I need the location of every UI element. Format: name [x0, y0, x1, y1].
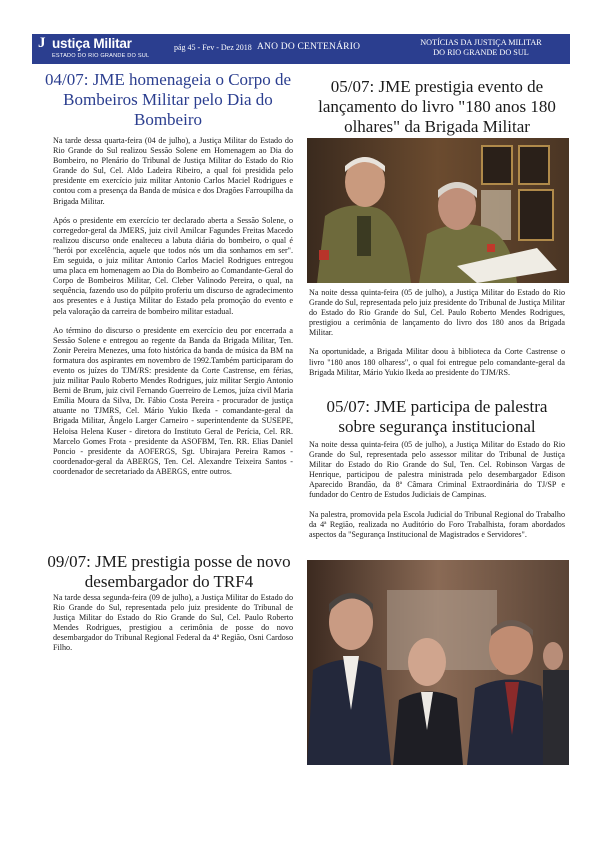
- photo-book-signing: [307, 138, 569, 283]
- publication-name-line1: NOTÍCIAS DA JUSTIÇA MILITAR: [420, 38, 542, 47]
- article-paragraph: Na noite dessa quinta-feira (05 de julho), a Justiça Militar do Estado do Rio Grande do Sul, representada pelo assessor militar do Tribunal de Justiça Militar do Estado do Rio Grande do Sul, Ten. Cel. Robinson Vargas de Henrique, participou de palestra ministrada pelo desembargador Edison Aparecido Brandão, da 8ª Câmara Criminal Extraordinária do TJ/SP e fundador do Centro de Estudos Judiciais de Campinas.: [309, 440, 565, 500]
- article-title-bombeiros: 04/07: JME homenageia o Corpo de Bombeiros Militar pelo Dia do Bombeiro: [45, 70, 291, 129]
- article-paragraph: Na oportunidade, a Brigada Militar doou à biblioteca da Corte Castrense o livro "180 anos 180 olharess", o qual foi entregue pelo comandante-geral da Brigada Militar, Mário Yukio Ikeda ao presidente do TJM/RS.: [309, 347, 565, 377]
- article-paragraph: Na noite dessa quinta-feira (05 de julho), a Justiça Militar do Estado do Rio Grande do Sul, representada pelo juiz presidente do Tribunal de Justiça Militar do Estado do Rio Grande do Sul, Cel. Paulo Roberto Mendes Rodrigues, prestigiou a cerimônia de lançamento do livro dos 180 anos da Brigada Militar.: [309, 288, 565, 338]
- logo-title: ustiça Militar: [52, 36, 132, 51]
- article-title-trf4: 09/07: JME prestigia posse de novo desembargador do TRF4: [47, 552, 291, 591]
- publication-name-line2: DO RIO GRANDE DO SUL: [433, 48, 529, 57]
- article-body-livro: [309, 288, 565, 387]
- article-body-seguranca: [309, 440, 565, 549]
- article-title-seguranca: 05/07: JME participa de palestra sobre segurança institucional: [326, 397, 548, 436]
- page-info: pág 45 - Fev - Dez 2018: [174, 43, 252, 52]
- logo-subtitle: ESTADO DO RIO GRANDE DO SUL: [52, 53, 150, 59]
- article-paragraph: Após o presidente em exercício ter declarado aberta a Sessão Solene, o corregedor-geral da JMERS, juiz civil Amilcar Fagundes Freitas Macedo realizou discurso onde enalteceu a labuta diária do bombeiro, o qual é "herói por excelência, aquele que todos nós um dia sonhamos em ser". Em seguida, o juiz militar Antonio Carlos Maciel Rodrigues entregou uma placa em homenagem ao Dia do Bombeiro ao Comandante-Geral do Corpo de Bombeiros Militar, Cel. Cleber Valinodo Pereira, o qual, na sequência, fazendo uso do púlpito proferiu um discurso de agradecimento aos presentes e à Justiça Militar do Estado pela promoção do evento e pela valoração da carreira de bombeiro militar estadual.: [53, 215, 293, 316]
- logo-mark: J: [38, 35, 46, 51]
- photo-lecture-attendees: [307, 560, 569, 765]
- article-title-livro: 05/07: JME prestigia evento de lançamento do livro "180 anos 180 olhares" da Brigada Militar: [318, 77, 556, 136]
- justica-militar-logo: [36, 35, 168, 63]
- article-paragraph: Na tarde dessa segunda-feira (09 de julho), a Justiça Militar do Estado do Rio Grande do Sul, representada pelo juiz presidente do Tribunal de Justiça Militar do Estado do Rio Grande do Sul, Cel. Paulo Roberto Mendes Rodrigues, prestigiou a cerimônia de posse do novo desembargador do Tribunal Regional Federal da 4ª Região, Osni Cardoso Filho.: [53, 593, 293, 653]
- article-body-trf4: [53, 593, 293, 663]
- centenary-label: ANO DO CENTENÁRIO: [257, 42, 361, 52]
- article-body-bombeiros: [53, 136, 293, 486]
- publication-name: [396, 38, 566, 58]
- article-paragraph: Ao término do discurso o presidente em exercício deu por encerrada a Sessão Solene e entregou ao regente da Banda da Brigada Militar, Ten. Zonir Pereira Menezes, uma foto histórica da banda de música da BM na formatura dos aspirantes em novembro de 1992.Também participaram do evento os juízes do TJM/RS: presidente da Corte Castrense, em férias, juiz militar Paulo Roberto Mendes Rodrigues, juiz militar Sergio Antonio Berni de Brum, juiz civil Fernando Guerreiro de Lemos, juíza civil Maria Emília Moura da Silva, Dr. Fábio Costa Pereira - procurador de justiça atuante no TJMRS, Cel. Mário Yukio Ikeda - comandante-geral da Brigada Militar, Ângelo Larger Carneiro - superintendente da SUSEPE, Heloisa Helena Kuser - diretora do Instituto Geral de Perícia, Cel. RR. Marcelo Gomes Frota - presidente da ASOFBM, Ten. RR. Elias Daniel Poncio - presidente da AOFERGS, Sgt. Ubirajara Pereira Ramos - coordenador-geral da ABERGS, Ten. Cel. Alexandre Teixeira Santos - coordenador de secretariado da ABERGS, entre outros.: [53, 325, 293, 476]
- article-paragraph: Na tarde dessa quarta-feira (04 de julho), a Justiça Militar do Estado do Rio Grande do Sul realizou Sessão Solene em Homenagem ao Dia do Bombeiro, no Plenário do Tribunal de Justiça Militar do Estado do Rio Grande do Sul, Cel. Aldo Ladeira Ribeiro, a qual foi presidida pelo presidente em exercício juiz militar Antonio Carlos Maciel Rodrigues e contou com a presença da Banda de música e dos Dragões Farroupilha da Brigada Militar.: [53, 136, 293, 206]
- page-header: [32, 34, 570, 64]
- article-paragraph: Na palestra, promovida pela Escola Judicial do Tribunal Regional do Trabalho da 4ª Região, realizada no Auditório do Foro Trabalhista, foram abordados aspectos da "Segurança Institucional de Magistrados e Servidores".: [309, 509, 565, 539]
